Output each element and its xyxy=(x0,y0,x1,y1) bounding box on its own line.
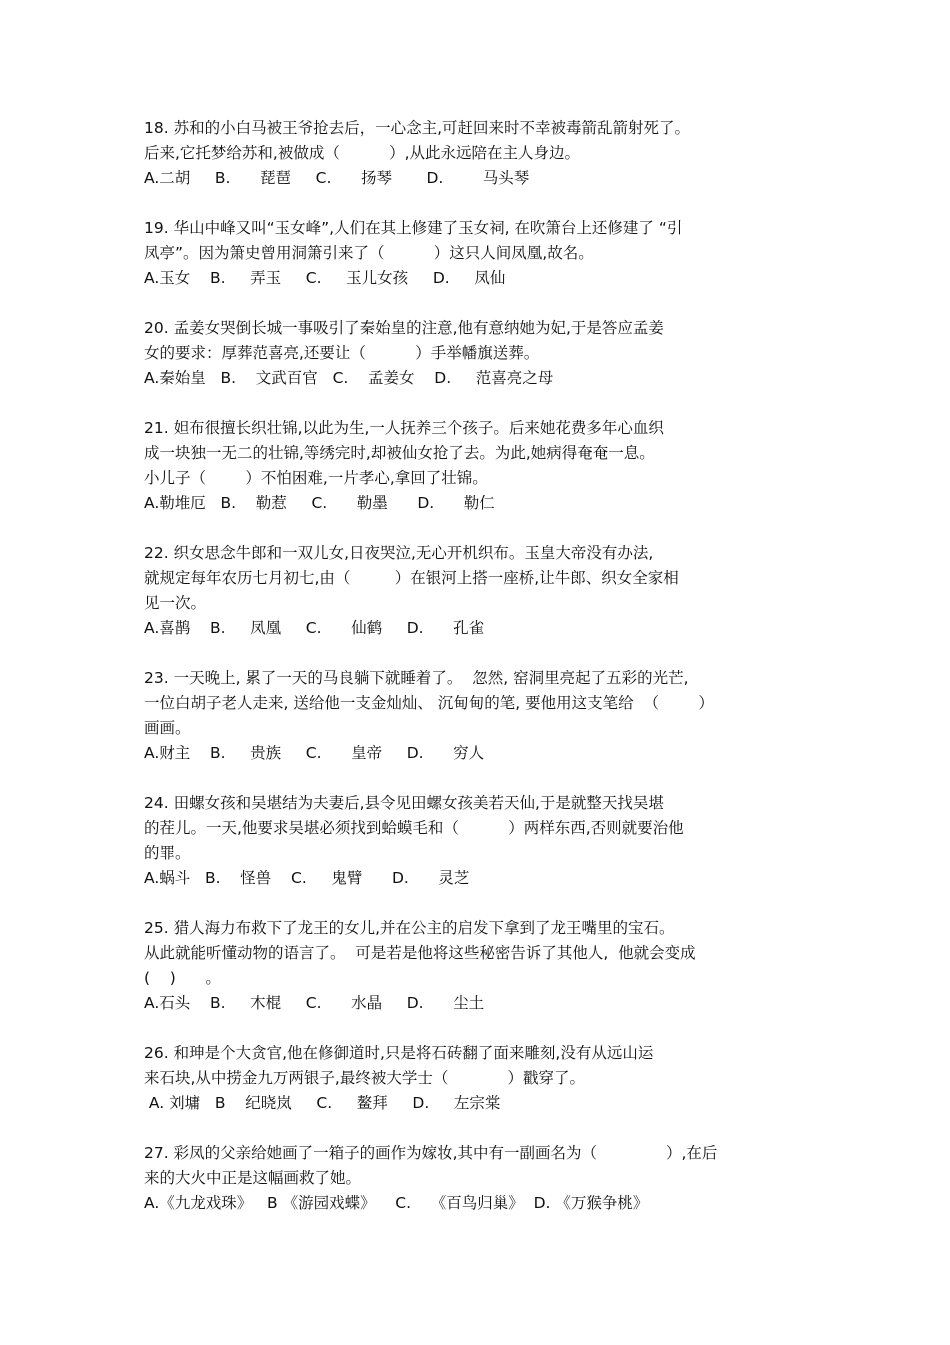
question-text-line: 25. 猎人海力布救下了龙王的女儿,并在公主的启发下拿到了龙王嘴里的宝石。 xyxy=(144,919,675,937)
question-text-line: 23. 一天晚上, 累了一天的马良躺下就睡着了。 忽然, 窑洞里亮起了五彩的光芒, xyxy=(144,669,689,687)
answer-options: A.石头 B. 木棍 C. 水晶 D. 尘土 xyxy=(144,994,485,1012)
question-text-line: 画画。 xyxy=(144,719,191,737)
question-text-line: ( ) 。 xyxy=(144,969,221,987)
answer-options: A.《九龙戏珠》 B 《游园戏蝶》 C. 《百鸟归巢》 D. 《万猴争桃》 xyxy=(144,1194,649,1212)
question-text-line: 女的要求：厚葬范喜亮,还要让（ ）手举幡旗送葬。 xyxy=(144,344,540,362)
question-text-line: 来的大火中正是这幅画救了她。 xyxy=(144,1169,362,1187)
question-text-line: 20. 孟姜女哭倒长城一事吸引了秦始皇的注意,他有意纳她为妃,于是答应孟姜 xyxy=(144,319,664,337)
question-block-q20 xyxy=(144,316,804,391)
document-page xyxy=(144,116,804,1241)
answer-options: A.秦始皇 B. 文武百官 C. 孟姜女 D. 范喜亮之母 xyxy=(144,369,554,387)
question-text-line: 26. 和珅是个大贪官,他在修御道时,只是将石砖翻了面来雕刻,没有从远山运 xyxy=(144,1044,654,1062)
question-text-line: 来石块,从中捞金九万两银子,最终被大学士（ ）戳穿了。 xyxy=(144,1069,585,1087)
question-block-q18 xyxy=(144,116,804,191)
question-block-q26 xyxy=(144,1041,804,1116)
answer-options: A.蜗斗 B. 怪兽 C. 鬼臂 D. 灵芝 xyxy=(144,869,470,887)
question-text-line: 27. 彩凤的父亲给她画了一箱子的画作为嫁妆,其中有一副画名为（ ）,在后 xyxy=(144,1144,718,1162)
question-text-line: 一位白胡子老人走来, 送给他一支金灿灿、 沉甸甸的笔, 要他用这支笔给 （ ） xyxy=(144,694,714,712)
question-text-line: 19. 华山中峰又叫“玉女峰”,人们在其上修建了玉女祠, 在吹箫台上还修建了 “引 xyxy=(144,219,683,237)
question-block-q23 xyxy=(144,666,804,766)
question-block-q25 xyxy=(144,916,804,1016)
question-text-line: 21. 妲布很擅长织壮锦,以此为生,一人抚养三个孩子。后来她花费多年心血织 xyxy=(144,419,664,437)
answer-options: A.财主 B. 贵族 C. 皇帝 D. 穷人 xyxy=(144,744,485,762)
answer-options: A. 刘墉 B 纪晓岚 C. 鳌拜 D. 左宗棠 xyxy=(144,1094,501,1112)
answer-options: A.玉女 B. 弄玉 C. 玉儿女孩 D. 凤仙 xyxy=(144,269,506,287)
question-block-q27 xyxy=(144,1141,804,1216)
question-text-line: 小儿子（ ）不怕困难,一片孝心,拿回了壮锦。 xyxy=(144,469,488,487)
question-text-line: 成一块独一无二的壮锦,等绣完时,却被仙女抢了去。为此,她病得奄奄一息。 xyxy=(144,444,655,462)
question-text-line: 从此就能听懂动物的语言了。 可是若是他将这些秘密告诉了其他人, 他就会变成 xyxy=(144,944,696,962)
question-text-line: 凤亭”。因为箫史曾用洞箫引来了（ ）这只人间凤凰,故名。 xyxy=(144,244,594,262)
answer-options: A.勒堆厄 B. 勒惹 C. 勒墨 D. 勒仁 xyxy=(144,494,495,512)
question-text-line: 就规定每年农历七月初七,由（ ）在银河上搭一座桥,让牛郎、织女全家相 xyxy=(144,569,679,587)
question-text-line: 后来,它托梦给苏和,被做成（ ）,从此永远陪在主人身边。 xyxy=(144,144,581,162)
question-text-line: 的罪。 xyxy=(144,844,191,862)
question-text-line: 的茬儿。一天,他要求吴堪必须找到蛤蟆毛和（ ）两样东西,否则就要治他 xyxy=(144,819,684,837)
question-text-line: 见一次。 xyxy=(144,594,207,612)
question-block-q19 xyxy=(144,216,804,291)
question-block-q21 xyxy=(144,416,804,516)
question-text-line: 22. 织女思念牛郎和一双儿女,日夜哭泣,无心开机织布。玉皇大帝没有办法, xyxy=(144,544,654,562)
question-block-q22 xyxy=(144,541,804,641)
question-text-line: 24. 田螺女孩和吴堪结为夫妻后,县令见田螺女孩美若天仙,于是就整天找吴堪 xyxy=(144,794,664,812)
answer-options: A.喜鹊 B. 凤凰 C. 仙鹤 D. 孔雀 xyxy=(144,619,485,637)
answer-options: A.二胡 B. 琵琶 C. 扬琴 D. 马头琴 xyxy=(144,169,530,187)
question-block-q24 xyxy=(144,791,804,891)
question-text-line: 18. 苏和的小白马被王爷抢去后，一心念主,可赶回来时不幸被毒箭乱箭射死了。 xyxy=(144,119,691,137)
